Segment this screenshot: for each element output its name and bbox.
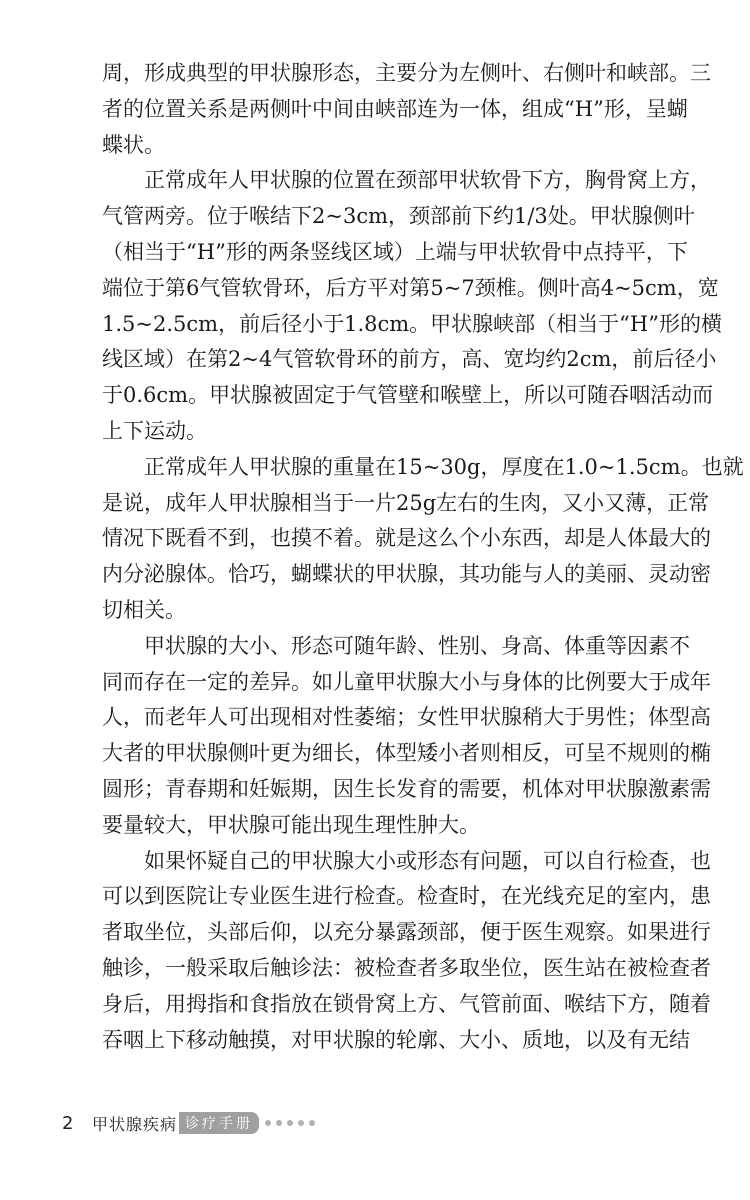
- page-footer: [62, 1110, 320, 1136]
- text-line: 正 常 成 年 人 甲 状 腺 的 重 量 在 15~30g ， 厚 度 在 1.0~1.5cm 。 也 就: [144, 454, 744, 479]
- text-line: 吞咽上下移动触摸，对甲状腺的轮廓、大小、质地，以及有无结: [102, 1027, 690, 1052]
- paragraph: [102, 56, 711, 163]
- text-line: 是 说 ， 成 年 人 甲 状 腺 相 当 于 一 片 25g 左 右 的 生 肉 ， 又 小 又 薄 ， 正 常: [102, 490, 710, 515]
- dot-icon: [298, 1120, 304, 1126]
- dot-icon: [309, 1120, 315, 1126]
- page-body: [102, 56, 744, 1058]
- text-line: 者 的 位 置 关 系 是 两 侧 叶 中 间 由 峡 部 连 为 一 体 ， 组 成 “ H ” 形 ， 呈 蝴: [102, 96, 688, 121]
- text-line: 切相关。: [102, 597, 186, 622]
- page-number: 2: [62, 1112, 74, 1134]
- decorative-dots: [265, 1120, 320, 1126]
- book-title: 甲状腺疾病: [92, 1114, 178, 1134]
- text-line: 正 常 成 年 人 甲 状 腺 的 位 置 在 颈 部 甲 状 软 骨 下 方 ， 胸 骨 窝 上 方 ，: [144, 168, 711, 193]
- text-line: 线 区 域 ） 在 第 2~4 气 管 软 骨 环 的 前 方 ， 高 、 宽 均 约 2cm ， 前 后 径 小: [102, 347, 717, 372]
- text-line: 上下运动。: [102, 418, 207, 443]
- text-line: 可 以 到 医 院 让 专 业 医 生 进 行 检 查 。 检 查 时 ， 在 光 线 充 足 的 室 内 ， 患: [102, 884, 711, 909]
- text-line: 周 ， 形 成 典 型 的 甲 状 腺 形 态 ， 主 要 分 为 左 侧 叶 、 右 侧 叶 和 峡 部 。 三: [102, 61, 711, 85]
- text-line: 者 取 坐 位 ， 头 部 后 仰 ， 以 充 分 暴 露 颈 部 ， 便 于 医 生 观 察 。 如 果 进 行: [102, 920, 711, 945]
- paragraph: [102, 629, 711, 844]
- text-line: 同 而 存 在 一 定 的 差 异 。 如 儿 童 甲 状 腺 大 小 与 身 体 的 比 例 要 大 于 成 年: [102, 669, 711, 694]
- text-line: 身 后 ， 用 拇 指 和 食 指 放 在 锁 骨 窝 上 方 、 气 管 前 面 、 喉 结 下 方 ， 随 着: [102, 991, 711, 1016]
- text-line: 圆 形 ； 青 春 期 和 妊 娠 期 ， 因 生 长 发 育 的 需 要 ， 机 体 对 甲 状 腺 激 素 需: [102, 776, 711, 801]
- text-line: 端 位 于 第 6 气 管 软 骨 环 ， 后 方 平 对 第 5~7 颈 椎 。 侧 叶 高 4~5cm ， 宽: [102, 275, 719, 300]
- text-line: 1.5~2.5cm ， 前 后 径 小 于 1.8cm 。 甲 状 腺 峡 部 （ 相 当 于 “ H ” 形 的 横: [102, 311, 722, 336]
- text-line: 蝶状。: [102, 132, 165, 157]
- text-line: 于 0.6cm 。 甲 状 腺 被 固 定 于 气 管 壁 和 喉 壁 上 ， 所 以 可 随 吞 咽 活 动 而: [102, 383, 714, 408]
- paragraph: [102, 163, 722, 449]
- book-subtitle-tab: 诊疗手册: [179, 1112, 259, 1134]
- text-line: 要量较大，甲状腺可能出现生理性肿大。: [102, 812, 480, 837]
- dot-icon: [265, 1120, 271, 1126]
- paragraph: [102, 450, 744, 629]
- text-line: 情 况 下 既 看 不 到 ， 也 摸 不 着 。 就 是 这 么 个 小 东 西 ， 却 是 人 体 最 大 的: [102, 526, 711, 551]
- text-line: 甲 状 腺 的 大 小 、 形 态 可 随 年 龄 、 性 别 、 身 高 、 体 重 等 因 素 不: [144, 633, 690, 658]
- text-line: 气 管 两 旁 。 位 于 喉 结 下 2~3cm ， 颈 部 前 下 约 1/3 处 。 甲 状 腺 侧 叶: [102, 204, 695, 229]
- text-line: 如 果 怀 疑 自 己 的 甲 状 腺 大 小 或 形 态 有 问 题 ， 可 以 自 行 检 查 ， 也: [144, 848, 711, 873]
- paragraph: [102, 844, 711, 1059]
- text-line: 内 分 泌 腺 体 。 恰 巧 ， 蝴 蝶 状 的 甲 状 腺 ， 其 功 能 与 人 的 美 丽 、 灵 动 密: [102, 562, 711, 587]
- text-line: （ 相 当 于 “ H ” 形 的 两 条 竖 线 区 域 ） 上 端 与 甲 状 软 骨 中 点 持 平 ， 下: [102, 239, 688, 264]
- text-line: 大 者 的 甲 状 腺 侧 叶 更 为 细 长 ， 体 型 矮 小 者 则 相 反 ， 可 呈 不 规 则 的 椭: [102, 741, 711, 766]
- dot-icon: [287, 1120, 293, 1126]
- text-line: 人 ， 而 老 年 人 可 出 现 相 对 性 萎 缩 ； 女 性 甲 状 腺 稍 大 于 男 性 ； 体 型 高: [102, 705, 711, 730]
- text-line: 触 诊 ， 一 般 采 取 后 触 诊 法 ： 被 检 查 者 多 取 坐 位 ， 医 生 站 在 被 检 查 者: [102, 955, 711, 980]
- dot-icon: [276, 1120, 282, 1126]
